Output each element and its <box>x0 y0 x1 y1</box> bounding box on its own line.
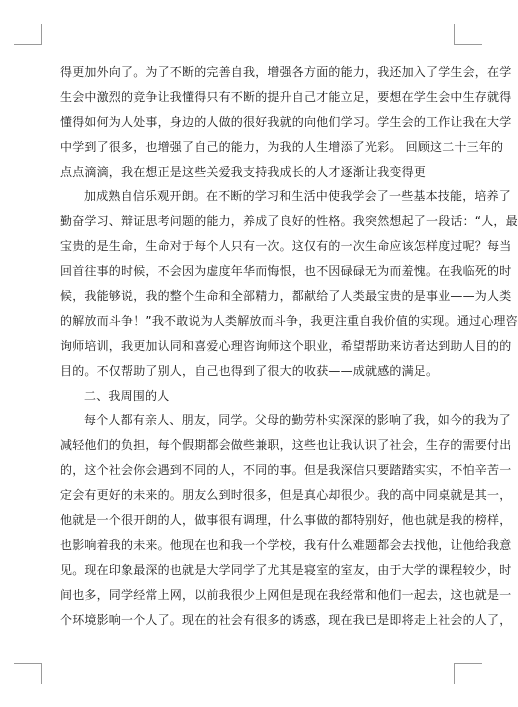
text-line: 勤奋学习、辩证思考问题的能力，养成了良好的性格。我突然想起了一段话：“人，最 <box>60 214 518 229</box>
text-line: 目的。不仅帮助了别人，自己也得到了很大的收获——成就感的满足。 <box>60 363 439 378</box>
text-line: 懂得如何为人处事，身边的人做的很好我就的向他们学习。学生会的工作让我在大学 <box>60 114 512 129</box>
text-line: 候，我能够说，我的整个生命和全部精力，都献给了人类最宝贵的是事业——为人类 <box>60 289 512 304</box>
text-line: 回首往事的时候，不会因为虚度年华而悔恨，也不因碌碌无为而羞愧。在我临死的时 <box>60 264 512 279</box>
text-line: 询师培训，我更加认同和喜爱心理咨询师这个职业，希望帮助来访者达到助人目的的 <box>60 338 512 353</box>
crop-mark-top-right <box>454 24 482 45</box>
text-line: 间也多，同学经常上网，以前我很少上网但是现在我经常和他们一起去，这也就是一 <box>60 587 512 602</box>
text-line: 每个人都有亲人、朋友，同学。父母的勤劳朴实深深的影响了我，如今的我为了 <box>84 413 512 428</box>
text-line: 定会有更好的未来的。朋友么到时很多，但是真心却很少。我的高中同桌就是其一， <box>60 488 512 503</box>
text-line: 减轻他们的负担，每个假期都会做些兼职，这些也让我认识了社会，生存的需要付出 <box>60 438 512 453</box>
crop-mark-bottom-left <box>14 663 42 684</box>
text-line: 生会中激烈的竞争让我懂得只有不断的提升自己才能立足，要想在学生会中生存就得 <box>60 89 512 104</box>
text-line: 的解放而斗争！”我不敢说为人类解放而斗争，我更注重自我价值的实现。通过心理咨 <box>60 313 518 328</box>
text-line: 中学到了很多，也增强了自己的能力，为我的人生增添了光彩。 回顾这二十三年的 <box>60 139 504 154</box>
text-line: 个环境影响一个人了。现在的社会有很多的诱惑，现在我已是即将走上社会的人了， <box>60 612 512 627</box>
text-line: 的，这个社会你会遇到不同的人，不同的事。但是我深信只要踏踏实实，不怕辛苦一 <box>60 463 512 478</box>
crop-mark-top-left <box>14 24 42 45</box>
text-line: 二、我周围的人 <box>84 388 170 403</box>
text-line: 见。现在印象最深的也就是大学同学了尤其是寝室的室友，由于大学的课程较少，时 <box>60 562 512 577</box>
text-line: 宝贵的是生命，生命对于每个人只有一次。这仅有的一次生命应该怎样度过呢？每当 <box>60 239 512 254</box>
document-body <box>60 60 518 632</box>
crop-mark-bottom-right <box>454 663 482 684</box>
text-line: 得更加外向了。为了不断的完善自我，增强各方面的能力，我还加入了学生会，在学 <box>60 65 512 79</box>
text-line: 也影响着我的未来。他现在也和我一个学校，我有什么难题都会去找他，让他给我意 <box>60 537 512 552</box>
text-line: 加成熟自信乐观开朗。在不断的学习和生活中使我学会了一些基本技能，培养了 <box>84 189 512 204</box>
text-line: 点点滴滴，我在想正是这些关爱我支持我成长的人才逐渐让我变得更 <box>60 164 427 179</box>
text-line: 他就是一个很开朗的人，做事很有调理，什么事做的都特别好，他也就是我的榜样， <box>60 513 512 528</box>
